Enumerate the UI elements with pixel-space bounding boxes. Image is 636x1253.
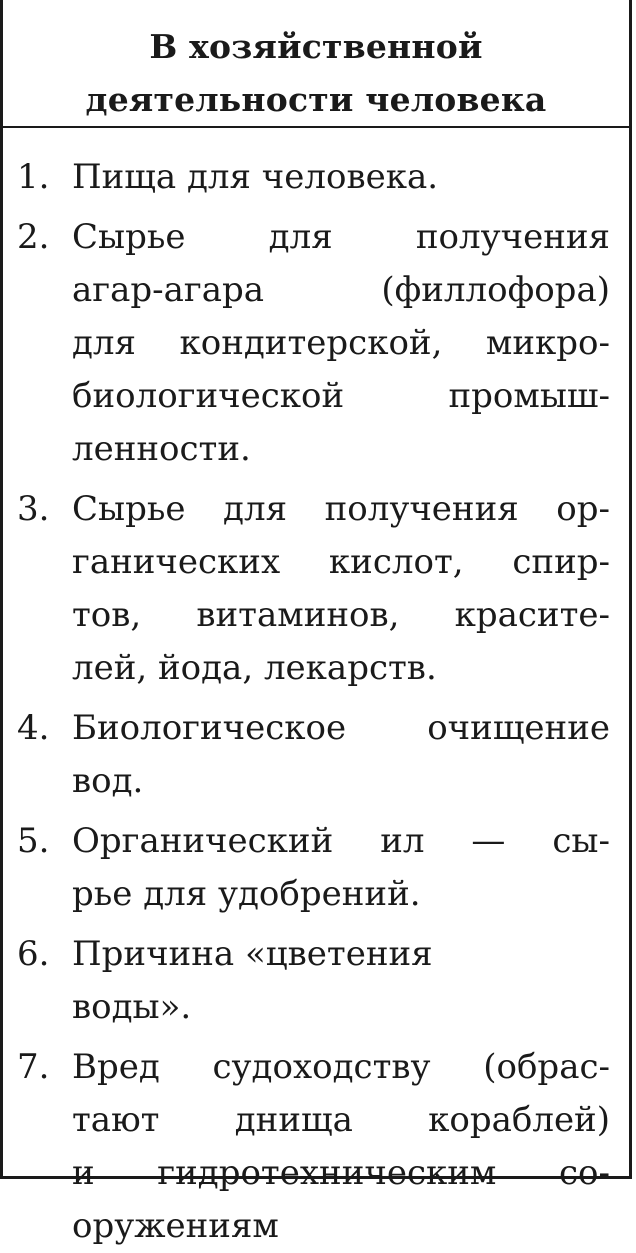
item-line: тают днища кораблей)	[72, 1100, 610, 1140]
item-line: Сырье для получения	[72, 217, 610, 257]
item-line: Сырье для получения ор-	[72, 489, 610, 529]
item-line: для кондитерской, микро-	[72, 323, 610, 363]
item-line: ганических кислот, спир-	[72, 542, 610, 582]
item-number: 3.	[17, 489, 50, 529]
header-line-2: деятельности человека	[85, 80, 547, 119]
item-number: 6.	[17, 934, 50, 974]
item-line: биологической промыш-	[72, 376, 610, 416]
item-line: вод.	[72, 761, 144, 801]
header-line-1: В хозяйственной	[149, 27, 483, 66]
item-line: Пища для человека.	[72, 157, 439, 197]
list-item	[3, 1041, 613, 1253]
usage-list	[3, 151, 613, 1253]
item-number: 1.	[17, 157, 50, 197]
item-number: 5.	[17, 821, 50, 861]
list-item	[3, 211, 613, 476]
item-line: ленности.	[72, 429, 251, 469]
item-number: 2.	[17, 217, 50, 257]
list-item	[3, 815, 613, 921]
list-item	[3, 151, 613, 204]
item-line: тов, витаминов, красите-	[72, 595, 610, 635]
list-item	[3, 702, 613, 808]
item-line: Вред судоходству (обрас-	[72, 1047, 610, 1087]
item-number: 4.	[17, 708, 50, 748]
table-header	[3, 0, 629, 128]
item-line: оружениям	[72, 1206, 279, 1246]
item-line: лей, йода, лекарств.	[72, 648, 437, 688]
item-number: 7.	[17, 1047, 50, 1087]
list-item	[3, 928, 613, 1034]
item-line: рье для удобрений.	[72, 874, 421, 914]
item-line: воды».	[72, 987, 192, 1027]
item-line: Органический ил — сы-	[72, 821, 610, 861]
list-item	[3, 483, 613, 695]
item-line: и гидротехническим со-	[72, 1153, 610, 1193]
item-line: Биологическое очищение	[72, 708, 610, 748]
item-line: агар-агара (филлофора)	[72, 270, 610, 310]
item-line: Причина «цветения	[72, 934, 433, 974]
